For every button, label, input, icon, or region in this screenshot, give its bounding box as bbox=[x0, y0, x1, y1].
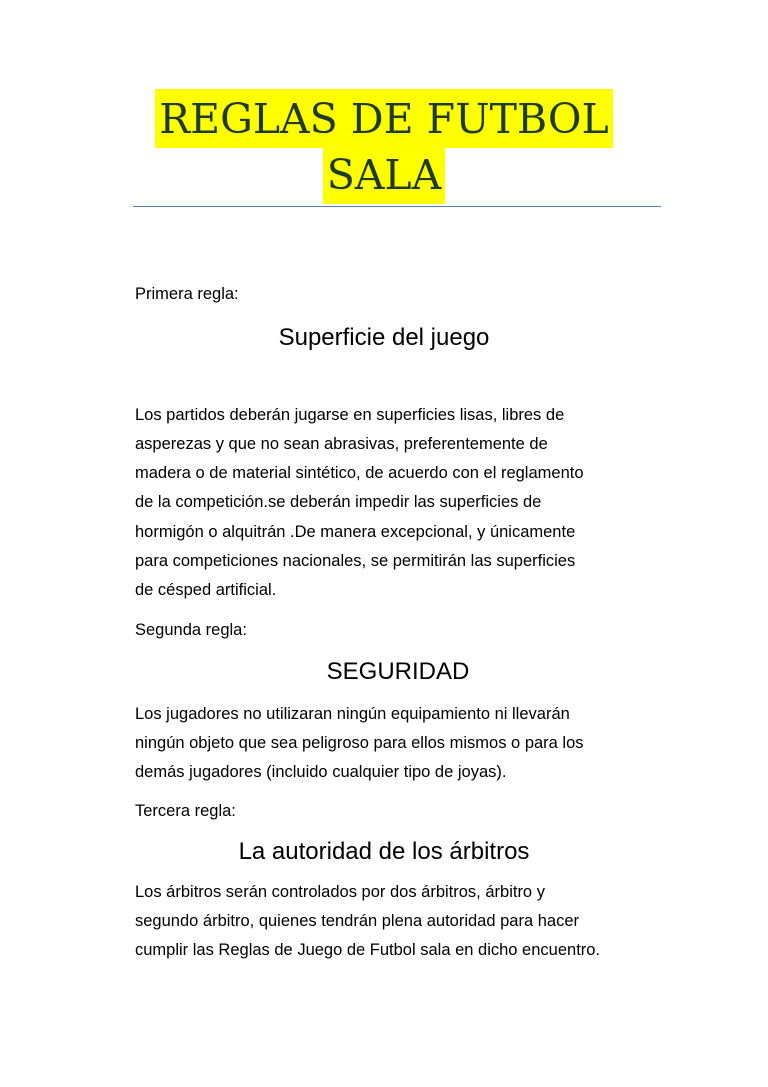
paragraph-line: madera o de material sintético, de acuerdo con el reglamento bbox=[135, 464, 584, 482]
paragraph-line: asperezas y que no sean abrasivas, preferentemente de bbox=[135, 435, 548, 453]
paragraph-line: de césped artificial. bbox=[135, 581, 277, 599]
paragraph-line: de la competición.se deberán impedir las superficies de bbox=[135, 493, 542, 511]
rule-label: Primera regla: bbox=[135, 285, 239, 303]
paragraph-line: cumplir las Reglas de Juego de Futbol sala en dicho encuentro. bbox=[135, 941, 601, 959]
section-heading: La autoridad de los árbitros bbox=[238, 838, 530, 865]
title-divider bbox=[133, 206, 661, 207]
section-heading: Superficie del juego bbox=[278, 324, 490, 351]
title-text: SALA bbox=[323, 145, 446, 204]
rule-label: Tercera regla: bbox=[135, 802, 236, 820]
document-title-line-2 bbox=[0, 151, 768, 199]
paragraph-line: segundo árbitro, quienes tendrán plena autoridad para hacer bbox=[135, 912, 579, 930]
paragraph-line: para competiciones nacionales, se permitirán las superficies bbox=[135, 552, 576, 570]
paragraph-line: Los árbitros serán controlados por dos árbitros, árbitro y bbox=[135, 883, 545, 901]
section-heading: SEGURIDAD bbox=[326, 658, 470, 685]
paragraph-line: Los jugadores no utilizaran ningún equipamiento ni llevarán bbox=[135, 705, 570, 723]
rule-label: Segunda regla: bbox=[135, 621, 247, 639]
paragraph-line: hormigón o alquitrán .De manera excepcional, y únicamente bbox=[135, 523, 576, 541]
paragraph-line: Los partidos deberán jugarse en superficies lisas, libres de bbox=[135, 406, 565, 424]
paragraph-line: ningún objeto que sea peligroso para ellos mismos o para los bbox=[135, 734, 584, 752]
paragraph-line: demás jugadores (incluido cualquier tipo de joyas). bbox=[135, 763, 507, 781]
title-text: REGLAS DE FUTBOL bbox=[155, 89, 612, 148]
document-title-line-1 bbox=[0, 95, 768, 143]
